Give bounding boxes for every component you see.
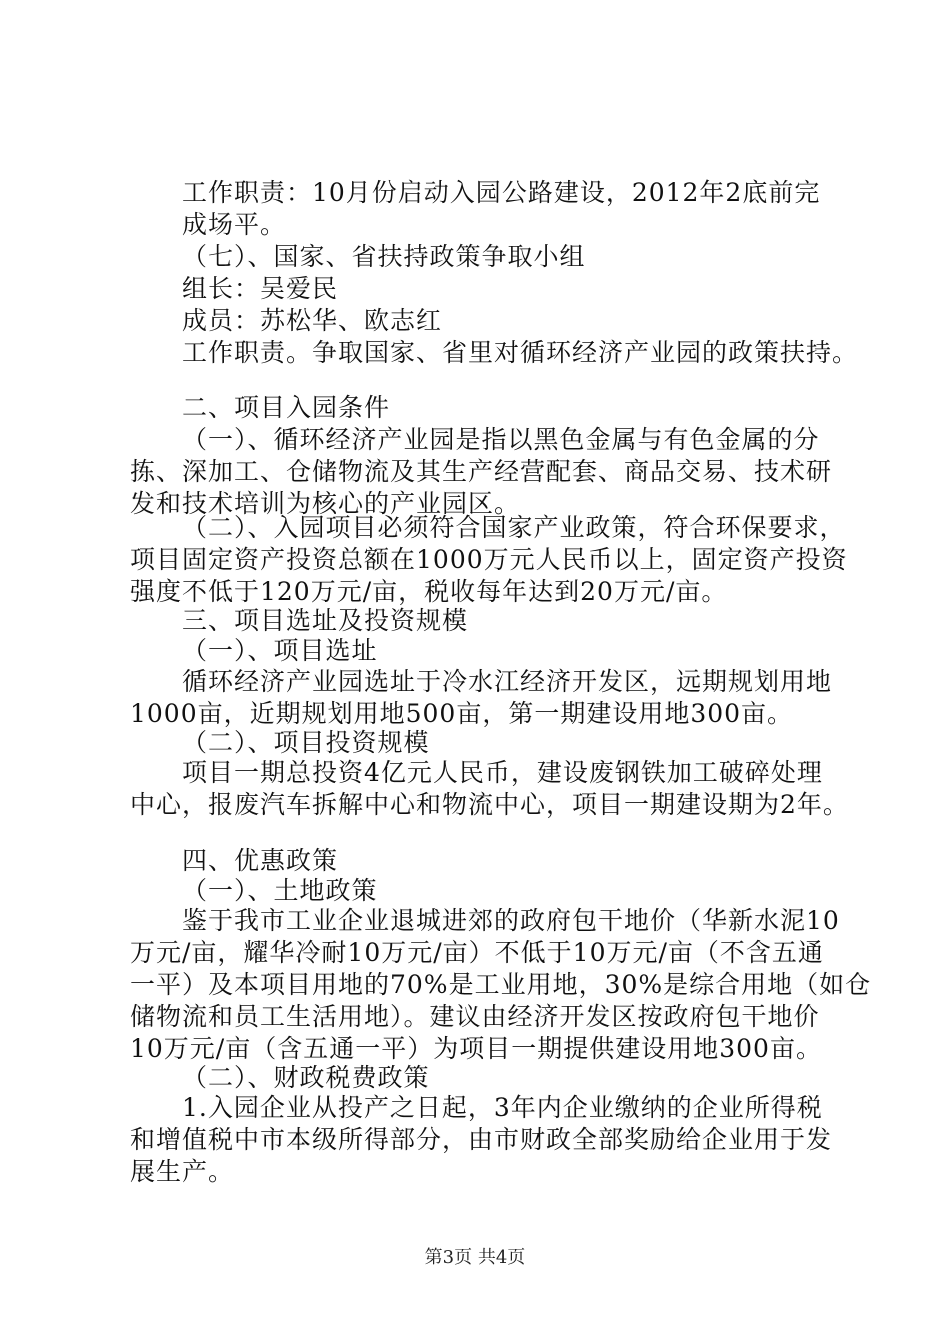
text-line: 万元/亩，耀华冷耐10万元/亩）不低于10万元/亩（不含五通 [130, 938, 824, 967]
text-line: 一平）及本项目用地的70%是工业用地，30%是综合用地（如仓 [130, 970, 872, 999]
text-line: （一）、循环经济产业园是指以黑色金属与有色金属的分 [182, 425, 820, 454]
text-line: 工作职责。争取国家、省里对循环经济产业园的政策扶持。 [182, 338, 859, 367]
section-heading: 四、优惠政策 [182, 846, 339, 875]
text-line: 项目一期总投资4亿元人民币，建设废钢铁加工破碎处理 [182, 758, 823, 787]
text-line: 成场平。 [182, 210, 287, 239]
text-line: 展生产。 [130, 1157, 235, 1186]
text-line: 循环经济产业园选址于冷水江经济开发区，远期规划用地 [182, 667, 833, 696]
text-line: 1.入园企业从投产之日起，3年内企业缴纳的企业所得税 [182, 1093, 823, 1122]
text-line: 工作职责：10月份启动入园公路建设，2012年2底前完 [182, 178, 821, 207]
page-footer: 第3页 共4页 [424, 1247, 526, 1268]
text-line: 发和技术培训为核心的产业园区。 [130, 489, 521, 518]
text-line: （一）、土地政策 [182, 876, 378, 905]
text-line: （二）、财政税费政策 [182, 1063, 430, 1092]
text-line: 中心，报废汽车拆解中心和物流中心，项目一期建设期为2年。 [130, 790, 849, 819]
section-heading: 三、项目选址及投资规模 [182, 606, 469, 635]
text-line: 项目固定资产投资总额在1000万元人民币以上，固定资产投资 [130, 545, 848, 574]
text-line: （二）、项目投资规模 [182, 728, 430, 757]
text-line: （七）、国家、省扶持政策争取小组 [182, 242, 586, 271]
text-line: 组长：吴爱民 [182, 274, 339, 303]
text-line: 和增值税中市本级所得部分，由市财政全部奖励给企业用于发 [130, 1125, 833, 1154]
text-line: 10万元/亩（含五通一平）为项目一期提供建设用地300亩。 [130, 1034, 822, 1063]
text-line: 鉴于我市工业企业退城进郊的政府包干地价（华新水泥10 [182, 906, 840, 935]
section-heading: 二、项目入园条件 [182, 393, 391, 422]
text-line: 储物流和员工生活用地）。建议由经济开发区按政府包干地价 [130, 1002, 820, 1031]
text-line: 1000亩，近期规划用地500亩，第一期建设用地300亩。 [130, 699, 794, 728]
text-line: （一）、项目选址 [182, 636, 378, 665]
text-line: 拣、深加工、仓储物流及其生产经营配套、商品交易、技术研 [130, 457, 833, 486]
text-line: 成员：苏松华、欧志红 [182, 306, 443, 335]
text-line: （二）、入园项目必须符合国家产业政策，符合环保要求， [182, 513, 846, 542]
text-line: 强度不低于120万元/亩，税收每年达到20万元/亩。 [130, 577, 728, 606]
